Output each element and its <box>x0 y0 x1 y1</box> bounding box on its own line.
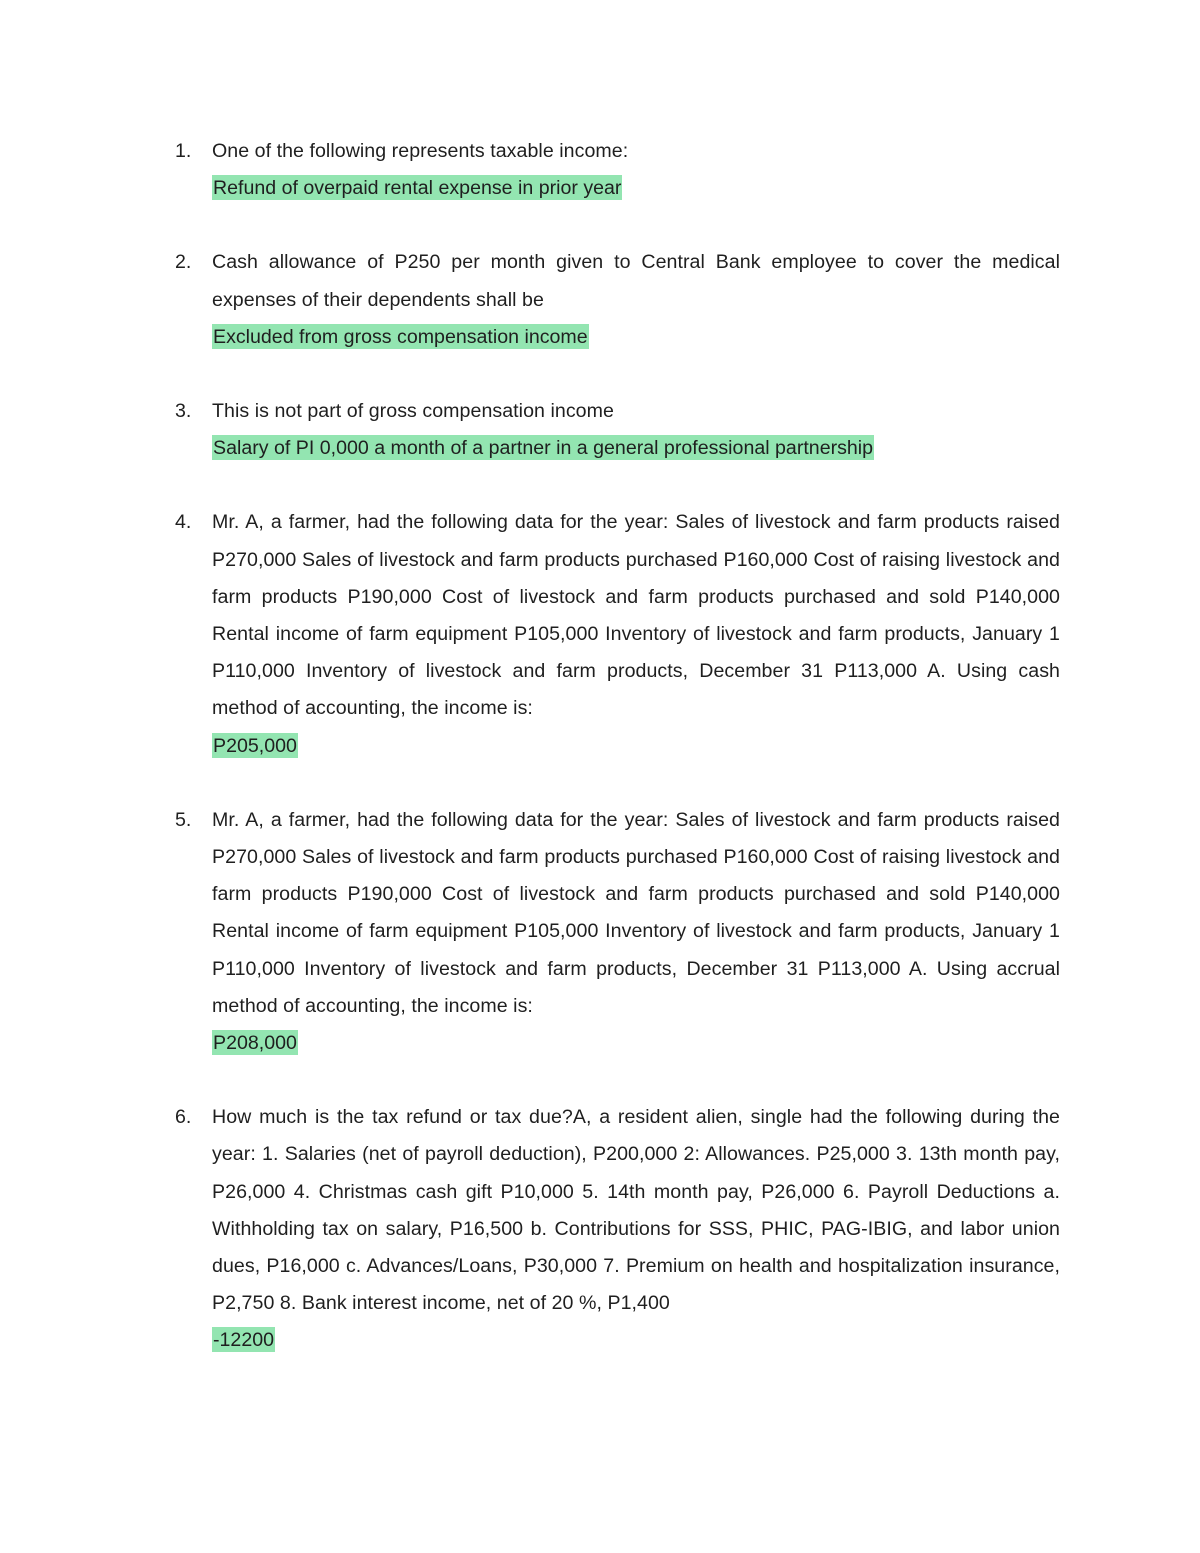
answer-line <box>212 319 1060 356</box>
answer-line <box>212 430 1060 467</box>
highlighted-answer: Excluded from gross compensation income <box>213 325 588 348</box>
answer-line <box>212 1025 1060 1062</box>
question-number: 1. <box>175 140 192 162</box>
highlighted-answer: Salary of PI 0,000 a month of a partner in a general professional partnership <box>213 437 874 460</box>
question-list <box>174 133 1060 1397</box>
question-item-1 <box>174 133 1060 207</box>
question-item-2 <box>174 244 1060 356</box>
highlighted-answer: Refund of overpaid rental expense in prior year <box>213 177 622 200</box>
answer-line <box>212 728 1060 765</box>
question-item-3 <box>174 393 1060 467</box>
question-text: One of the following represents taxable income: <box>212 140 629 162</box>
highlighted-answer: -12200 <box>213 1329 275 1352</box>
question-text: Cash allowance of P250 per month given to Central Bank employee to cover the medical expenses of their dependents shall be <box>212 251 1060 311</box>
question-item-5 <box>174 802 1060 1062</box>
question-text: This is not part of gross compensation income <box>212 400 614 423</box>
answer-line <box>212 170 1060 207</box>
question-number: 3. <box>175 400 192 423</box>
question-text: Mr. A, a farmer, had the following data for the year: Sales of livestock and farm products raised P270,000 Sales of livestock and farm products purchased P160,000 Cost of raising livestock and farm products P190,000 Cost of livestock and farm products purchased and sold P140,000 Rental income of farm equipment P105,000 Inventory of livestock and farm products, January 1 P110,000 Inventory of livestock and farm products, December 31 P113,000 A. Using accrual method of accounting, the income is: <box>212 808 1060 1017</box>
answer-line <box>212 1322 1060 1359</box>
question-number: 4. <box>175 511 192 534</box>
question-item-4 <box>174 504 1060 764</box>
question-item-6 <box>174 1099 1060 1359</box>
question-text: Mr. A, a farmer, had the following data for the year: Sales of livestock and farm products raised P270,000 Sales of livestock and farm products purchased P160,000 Cost of raising livestock and farm products P190,000 Cost of livestock and farm products purchased and sold P140,000 Rental income of farm equipment P105,000 Inventory of livestock and farm products, January 1 P110,000 Inventory of livestock and farm products, December 31 P113,000 A. Using cash method of accounting, the income is: <box>212 511 1060 720</box>
question-number: 2. <box>175 251 192 274</box>
question-number: 5. <box>175 808 192 831</box>
question-number: 6. <box>175 1106 192 1129</box>
question-text: How much is the tax refund or tax due?A, a resident alien, single had the following during the year: 1. Salaries (net of payroll deduction), P200,000 2: Allowances. P25,000 3. 13th month pay, P26,000 4. Christmas cash gift P10,000 5. 14th month pay, P26,000 6. Payroll Deductions a. Withholding tax on salary, P16,500 b. Contributions for SSS, PHIC, PAG-IBIG, and labor union dues, P16,000 c. Advances/Loans, P30,000 7. Premium on health and hospitalization insurance, P2,750 8. Bank interest income, net of 20 %, P1,400 <box>212 1106 1060 1315</box>
highlighted-answer: P208,000 <box>213 1032 297 1055</box>
highlighted-answer: P205,000 <box>213 734 297 757</box>
